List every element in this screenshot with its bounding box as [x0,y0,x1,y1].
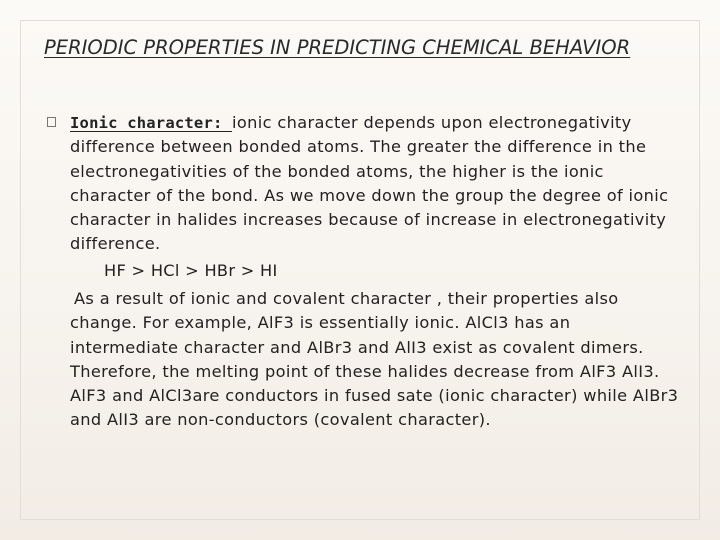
bullet-square-icon [47,117,56,127]
bullet-paragraph [70,111,680,257]
slide-title: PERIODIC PROPERTIES IN PREDICTING CHEMICAL BEHAVIOR [44,36,631,59]
bullet-term: Ionic character: [70,114,233,132]
body-paragraph: As a result of ionic and covalent character , their properties also change. For example, AlF3 is essentially ionic. AlCl3 has an intermediate character and AlBr3 and AlI3 exist as covalent dimers. Therefore, the melting point of these halides decrease from AlF3 AlI3. AlF3 and AlCl3are conductors in fused sate (ionic character) while AlBr3 and AlI3 are non-conductors (covalent character). [70,289,679,430]
bullet-text: ionic character depends upon electronegativity difference between bonded atoms. The greater the difference in the electronegativities of the bonded atoms, the higher is the ionic character of the bond. As we move down the group the degree of ionic character in halides increases because of increase in electronegativity difference. [70,113,669,254]
acidity-series: HF > HCl > HBr > HI [104,261,278,280]
